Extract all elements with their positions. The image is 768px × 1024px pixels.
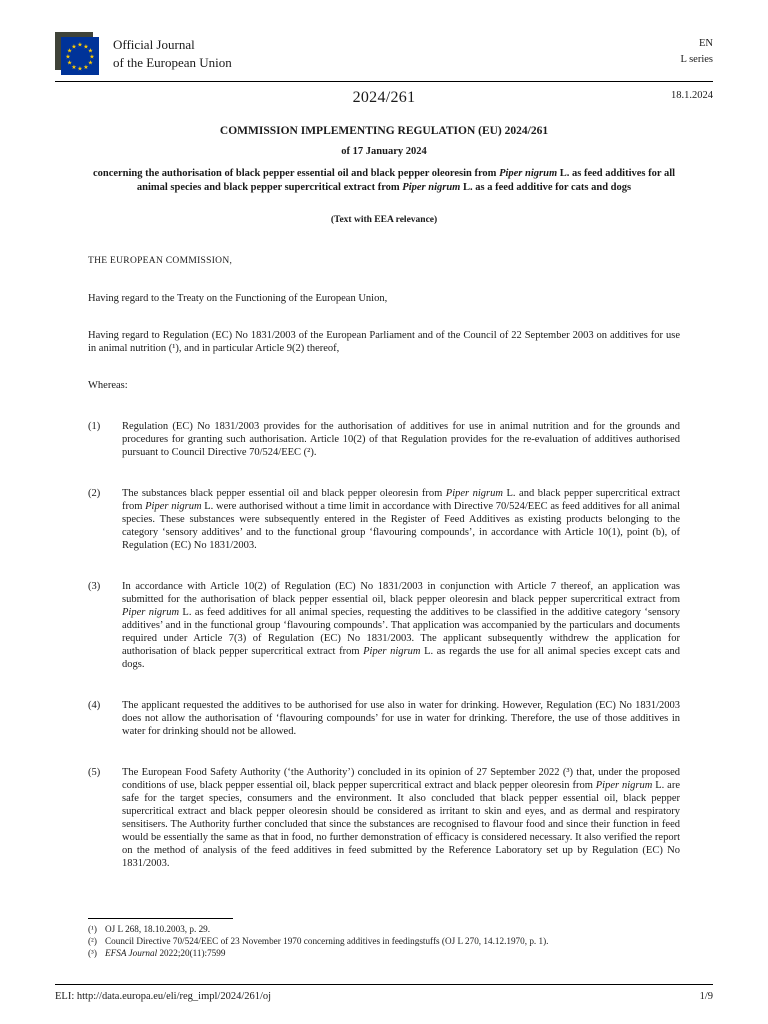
footnote-text: OJ L 268, 18.10.2003, p. 29. (105, 924, 211, 934)
eli-link[interactable]: ELI: http://data.europa.eu/eli/reg_impl/2024/261/oj (55, 991, 272, 1002)
footnote-1 (88, 923, 680, 935)
regulation-title: COMMISSION IMPLEMENTING REGULATION (EU) 2024/261 (219, 125, 549, 137)
recital-3 (88, 580, 680, 671)
page-number: 1/9 (699, 991, 713, 1002)
footnote-text: Council Directive 70/524/EEC of 23 November 1970 concerning additives in feedingstuffs (OJ L 270, 14.12.1970, p. 1). (105, 936, 549, 946)
eu-flag-logo (55, 32, 100, 77)
svg-text:★: ★ (87, 59, 94, 67)
recital-text: Regulation (EC) No 1831/2003 provides for the authorisation of additives for use in animal nutrition and for the grounds and procedures for granting such authorisation. Article 10(2) of that Regulation provides for the re-evaluation of additives authorised pursuant to Council Directive 70/524/EEC (²). (122, 420, 680, 458)
whereas-line: Whereas: (88, 379, 128, 391)
recital-text: The applicant requested the additives to be authorised for use also in water for drinking. However, Regulation (EC) No 1831/2003 does not allow the authorisation of ‘flavouring compounds’ for use in water for drinking. Therefore, the use of those additives in water for drinking should not be allowed. (122, 699, 680, 737)
header-divider (55, 81, 713, 82)
footnote-separator (88, 918, 233, 919)
eea-relevance-note: (Text with EEA relevance) (330, 214, 438, 225)
recital-5 (88, 766, 680, 870)
header-language-series (680, 32, 713, 68)
footnote-marker: (³) (88, 948, 97, 958)
svg-text:★: ★ (77, 41, 83, 49)
recital-text: The European Food Safety Authority (‘the Authority’) concluded in its opinion of 27 September 2022 (³) that, under the proposed conditions of use, black pepper essential oil, black pepper supercritical extract and black pepper oleoresin from Piper nigrum L. are safe for the target species, consumers and the environment. It also concluded that black pepper essential oil, black pepper supercritical extract and black pepper oleoresin should be considered as irritant to skin and eyes, and as dermal and respiratory sensitisers. The Authority further concluded that since the substances are recognised to flavour food and since their function in feed would be essentially the same as that in food, no further demonstration of efficacy is considered necessary. It also verified the report on the method of analysis of the feed additives in feed submitted by the Reference Laboratory set up by Regulation (EC) No 1831/2003. (122, 766, 680, 869)
footnotes-section (88, 918, 680, 959)
recital-number: (5) (88, 766, 101, 778)
having-regard-1: Having regard to the Treaty on the Functioning of the European Union, (88, 292, 388, 304)
footnote-text: EFSA Journal 2022;20(11):7599 (105, 948, 226, 958)
footnote-marker: (¹) (88, 924, 97, 934)
doc-date: 18.1.2024 (671, 90, 713, 101)
svg-text:★: ★ (89, 53, 95, 61)
recital-number: (1) (88, 420, 101, 432)
svg-text:★: ★ (83, 43, 89, 51)
svg-text:★: ★ (65, 53, 71, 61)
doc-number-row (55, 89, 713, 113)
document-body (88, 255, 680, 870)
journal-title-line1: Official Journal (113, 37, 195, 52)
journal-title-line2: of the European Union (113, 54, 232, 70)
recital-2 (88, 487, 680, 552)
recital-number: (2) (88, 487, 101, 499)
svg-text:★: ★ (83, 64, 89, 72)
recital-1 (88, 420, 680, 459)
series-label: L series (680, 53, 713, 65)
title-block (88, 125, 680, 225)
page-header (55, 32, 713, 78)
recital-text: The substances black pepper essential oil and black pepper oleoresin from Piper nigrum L. and black pepper supercritical extract from Piper nigrum L. were authorised without a time limit in accordance with Directive 70/524/EEC as feed additives for all animal species. These substances were subsequently entered in the Register of Feed Additives as existing products belonging to the category ‘sensory additives’ and to the functional group ‘flavouring compounds’, in accordance with Article 10(1), point (b), of Regulation (EC) No 1831/2003. (122, 487, 680, 551)
doc-number: 2024/261 (352, 89, 416, 106)
recital-number: (3) (88, 580, 101, 592)
svg-text:★: ★ (87, 47, 94, 55)
regulation-subject: concerning the authorisation of black pepper essential oil and black pepper oleoresin from Piper nigrum L. as feed additives for all animal species and black pepper supercritical extract from Piper nigrum L. as a feed additive for cats and dogs (92, 168, 676, 194)
eu-flag-icon (61, 37, 99, 75)
svg-text:★: ★ (71, 43, 77, 51)
recital-number: (4) (88, 699, 101, 711)
language-code: EN (699, 38, 713, 49)
page-footer (55, 984, 713, 1002)
recital-4 (88, 699, 680, 738)
having-regard-2: Having regard to Regulation (EC) No 1831/2003 of the European Parliament and of the Council of 22 September 2003 on additives for use in animal nutrition (¹), and in particular Article 9(2) thereof, (88, 329, 680, 354)
recital-text: In accordance with Article 10(2) of Regulation (EC) No 1831/2003 in conjunction with Article 7 thereof, an application was submitted for the authorisation of black pepper essential oil, black pepper oleoresin and black pepper supercritical extract from Piper nigrum L. as feed additives for all animal species, requesting the additives to be classified in the additive category ‘sensory additives’ and in the functional group ‘flavouring compounds’. That application was accompanied by the particulars and documents required under Article 7(3) of Regulation (EC) No 1831/2003. The applicant subsequently withdrew the application for authorisation of black pepper supercritical extract from Piper nigrum L. as regards the use for all animal species except cats and dogs. (122, 580, 680, 670)
svg-text:★: ★ (71, 64, 77, 72)
preamble-actor: THE EUROPEAN COMMISSION, (88, 255, 233, 266)
svg-text:★: ★ (66, 47, 73, 55)
svg-text:★: ★ (66, 59, 73, 67)
footnote-marker: (²) (88, 936, 97, 946)
svg-text:★: ★ (77, 65, 83, 73)
footnote-2 (88, 935, 680, 947)
footnote-3 (88, 947, 680, 959)
journal-title (113, 32, 232, 71)
regulation-date-line: of 17 January 2024 (341, 146, 427, 157)
